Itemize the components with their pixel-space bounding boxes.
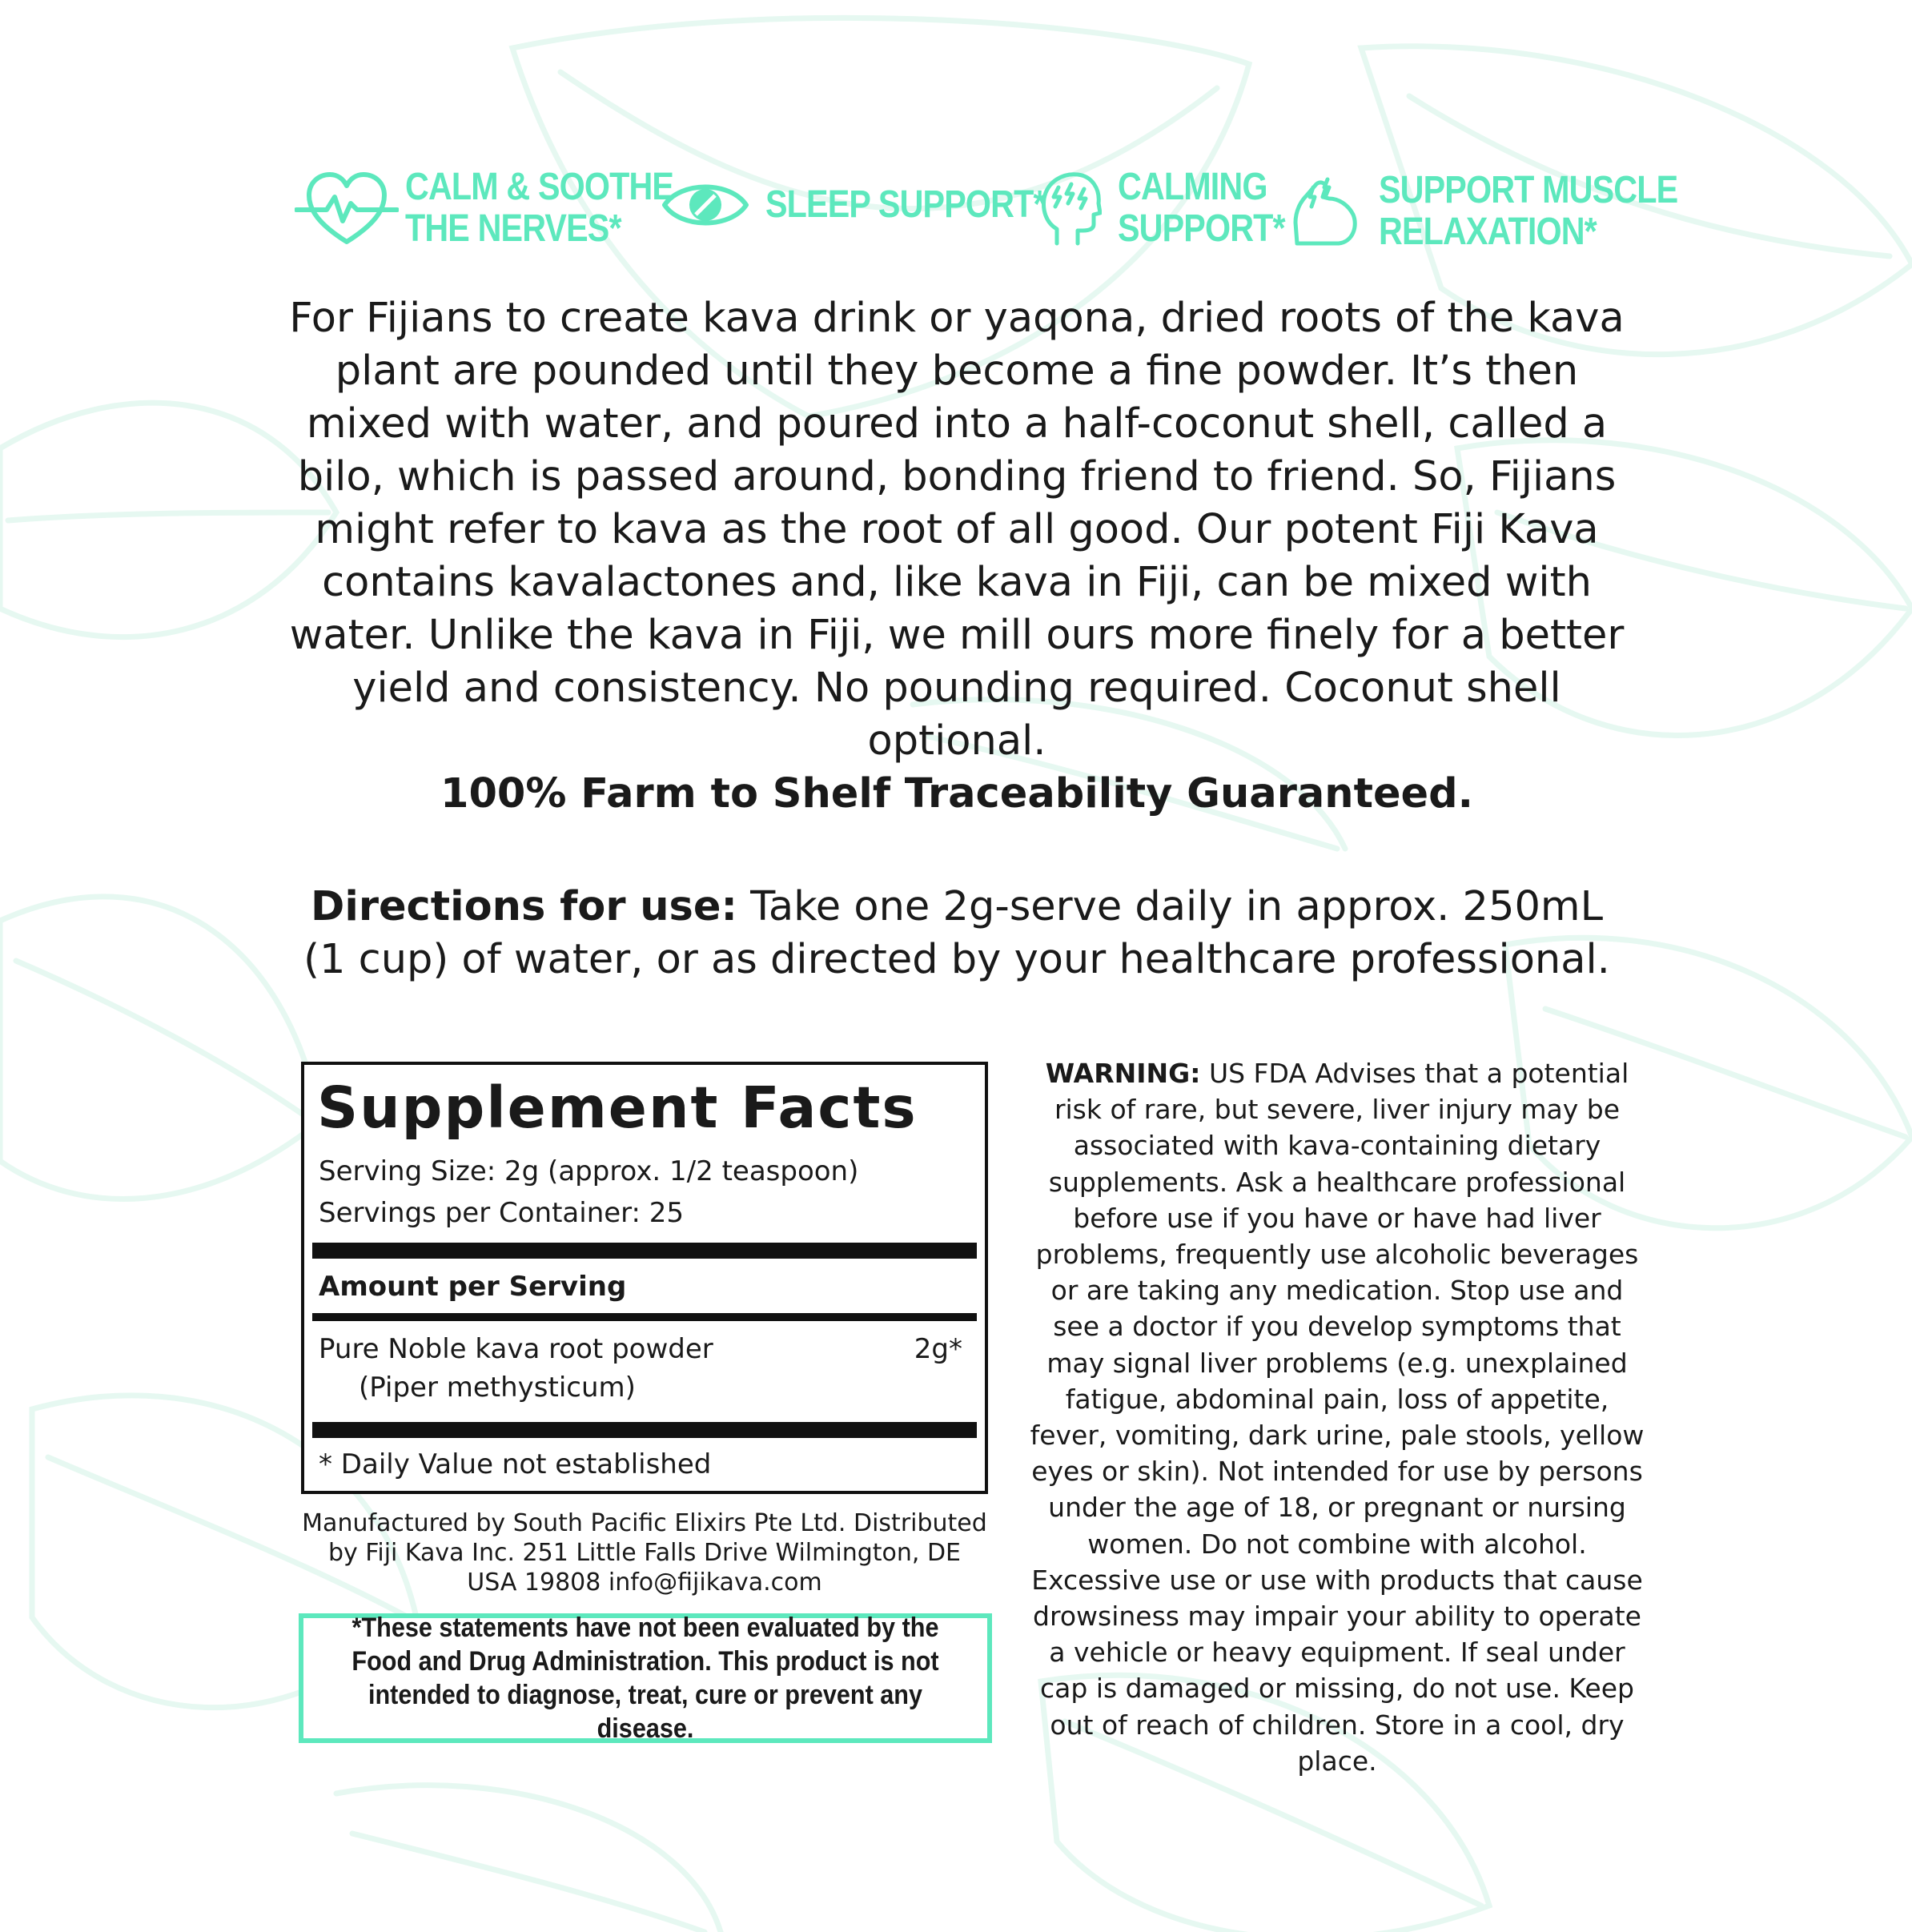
benefit-label-line: SUPPORT* [1118, 207, 1285, 250]
flexed-arm-icon [1289, 175, 1363, 248]
directions-label: Directions for use: [311, 883, 737, 930]
benefit-label-line: CALM & SOOTHE [405, 166, 674, 208]
manufacturer-text: Manufactured by South Pacific Elixirs Pte Ltd. Distributed by Fiji Kava Inc. 251 Little Falls Drive Wilmington, DE USA 19808 info@fijikava.com [302, 1509, 987, 1597]
product-description [288, 292, 1625, 821]
servings-per-container: Servings per Container: 25 [319, 1197, 685, 1229]
heart-pulse-icon [295, 168, 399, 248]
ingredient-name: Pure Noble kava root powder [319, 1333, 713, 1365]
fda-disclaimer-box [299, 1613, 992, 1743]
benefit-label-line: THE NERVES* [405, 207, 621, 250]
thick-divider [312, 1422, 977, 1438]
benefit-label-line: CALMING [1118, 166, 1267, 208]
warning-label: WARNING: [1045, 1058, 1201, 1089]
benefit-label-line: RELAXATION* [1379, 211, 1597, 253]
traceability-guarantee: 100% Farm to Shelf Traceability Guaranteed. [440, 770, 1474, 817]
divider [312, 1313, 977, 1321]
benefit-label-line: SLEEP SUPPORT* [765, 183, 1046, 226]
serving-size: Serving Size: 2g (approx. 1/2 teaspoon) [319, 1155, 859, 1187]
benefit-muscle-relaxation [1289, 170, 1726, 253]
directions-text: Take one 2g-serve daily in approx. 250mL (1 cup) of water, or as directed by your healthcare professional. [303, 883, 1610, 983]
directions-for-use [288, 881, 1625, 986]
manufacturer-info [301, 1508, 988, 1597]
thick-divider [312, 1243, 977, 1259]
head-lightning-icon [1038, 170, 1102, 247]
supplement-facts-title: Supplement Facts [317, 1074, 918, 1141]
warning-text: US FDA Advises that a potential risk of rare, but severe, liver injury may be associated with kava-containing dietary supplements. Ask a healthcare professional before use if you have or have had liver problems, frequently use alcoholic beverages or are taking any medication. Stop use and see a doctor if you develop symptoms that may signal liver problems (e.g. unexplained fatigue, abdominal pain, loss of appetite, fever, vomiting, dark urine, pale stools, yellow eyes or skin). Not intended for use by persons under the age of 18, or pregnant or nursing women. Do not combine with alcohol. Excessive use or use with products that cause drowsiness may impair your ability to operate a vehicle or heavy equipment. If seal under cap is damaged or missing, do not use. Keep out of reach of children. Store in a cool, dry place. [1030, 1058, 1645, 1777]
ingredient-latin-name: (Piper methysticum) [359, 1372, 636, 1404]
benefit-calm-soothe [295, 167, 717, 250]
ingredient-amount: 2g* [914, 1333, 962, 1365]
amount-per-serving-header: Amount per Serving [319, 1271, 627, 1303]
warning-section [1029, 1055, 1645, 1779]
fda-disclaimer-text: *These statements have not been evaluated by the Food and Drug Administration. This product is not intended to diagnose, treat, cure or prevent any disease. [351, 1613, 939, 1744]
benefit-label-line: SUPPORT MUSCLE [1379, 169, 1678, 211]
benefit-sleep-support [661, 175, 1091, 235]
description-text: For Fijians to create kava drink or yaqona, dried roots of the kava plant are pounded until they become a fine powder. It’s then mixed with water, and poured into a half-coconut shell, called a bilo, which is passed around, bonding friend to friend. So, Fijians might refer to kava as the root of all good. Our potent Fiji Kava contains kavalactones and, like kava in Fiji, can be mixed with water. Unlike the kava in Fiji, we mill ours more finely for a better yield and consistency. No pounding required. Coconut shell optional. [289, 295, 1625, 765]
daily-value-footnote: * Daily Value not established [319, 1448, 712, 1480]
eye-pill-icon [661, 175, 749, 235]
benefit-calming-support [1038, 167, 1312, 250]
supplement-facts-panel [301, 1062, 988, 1494]
